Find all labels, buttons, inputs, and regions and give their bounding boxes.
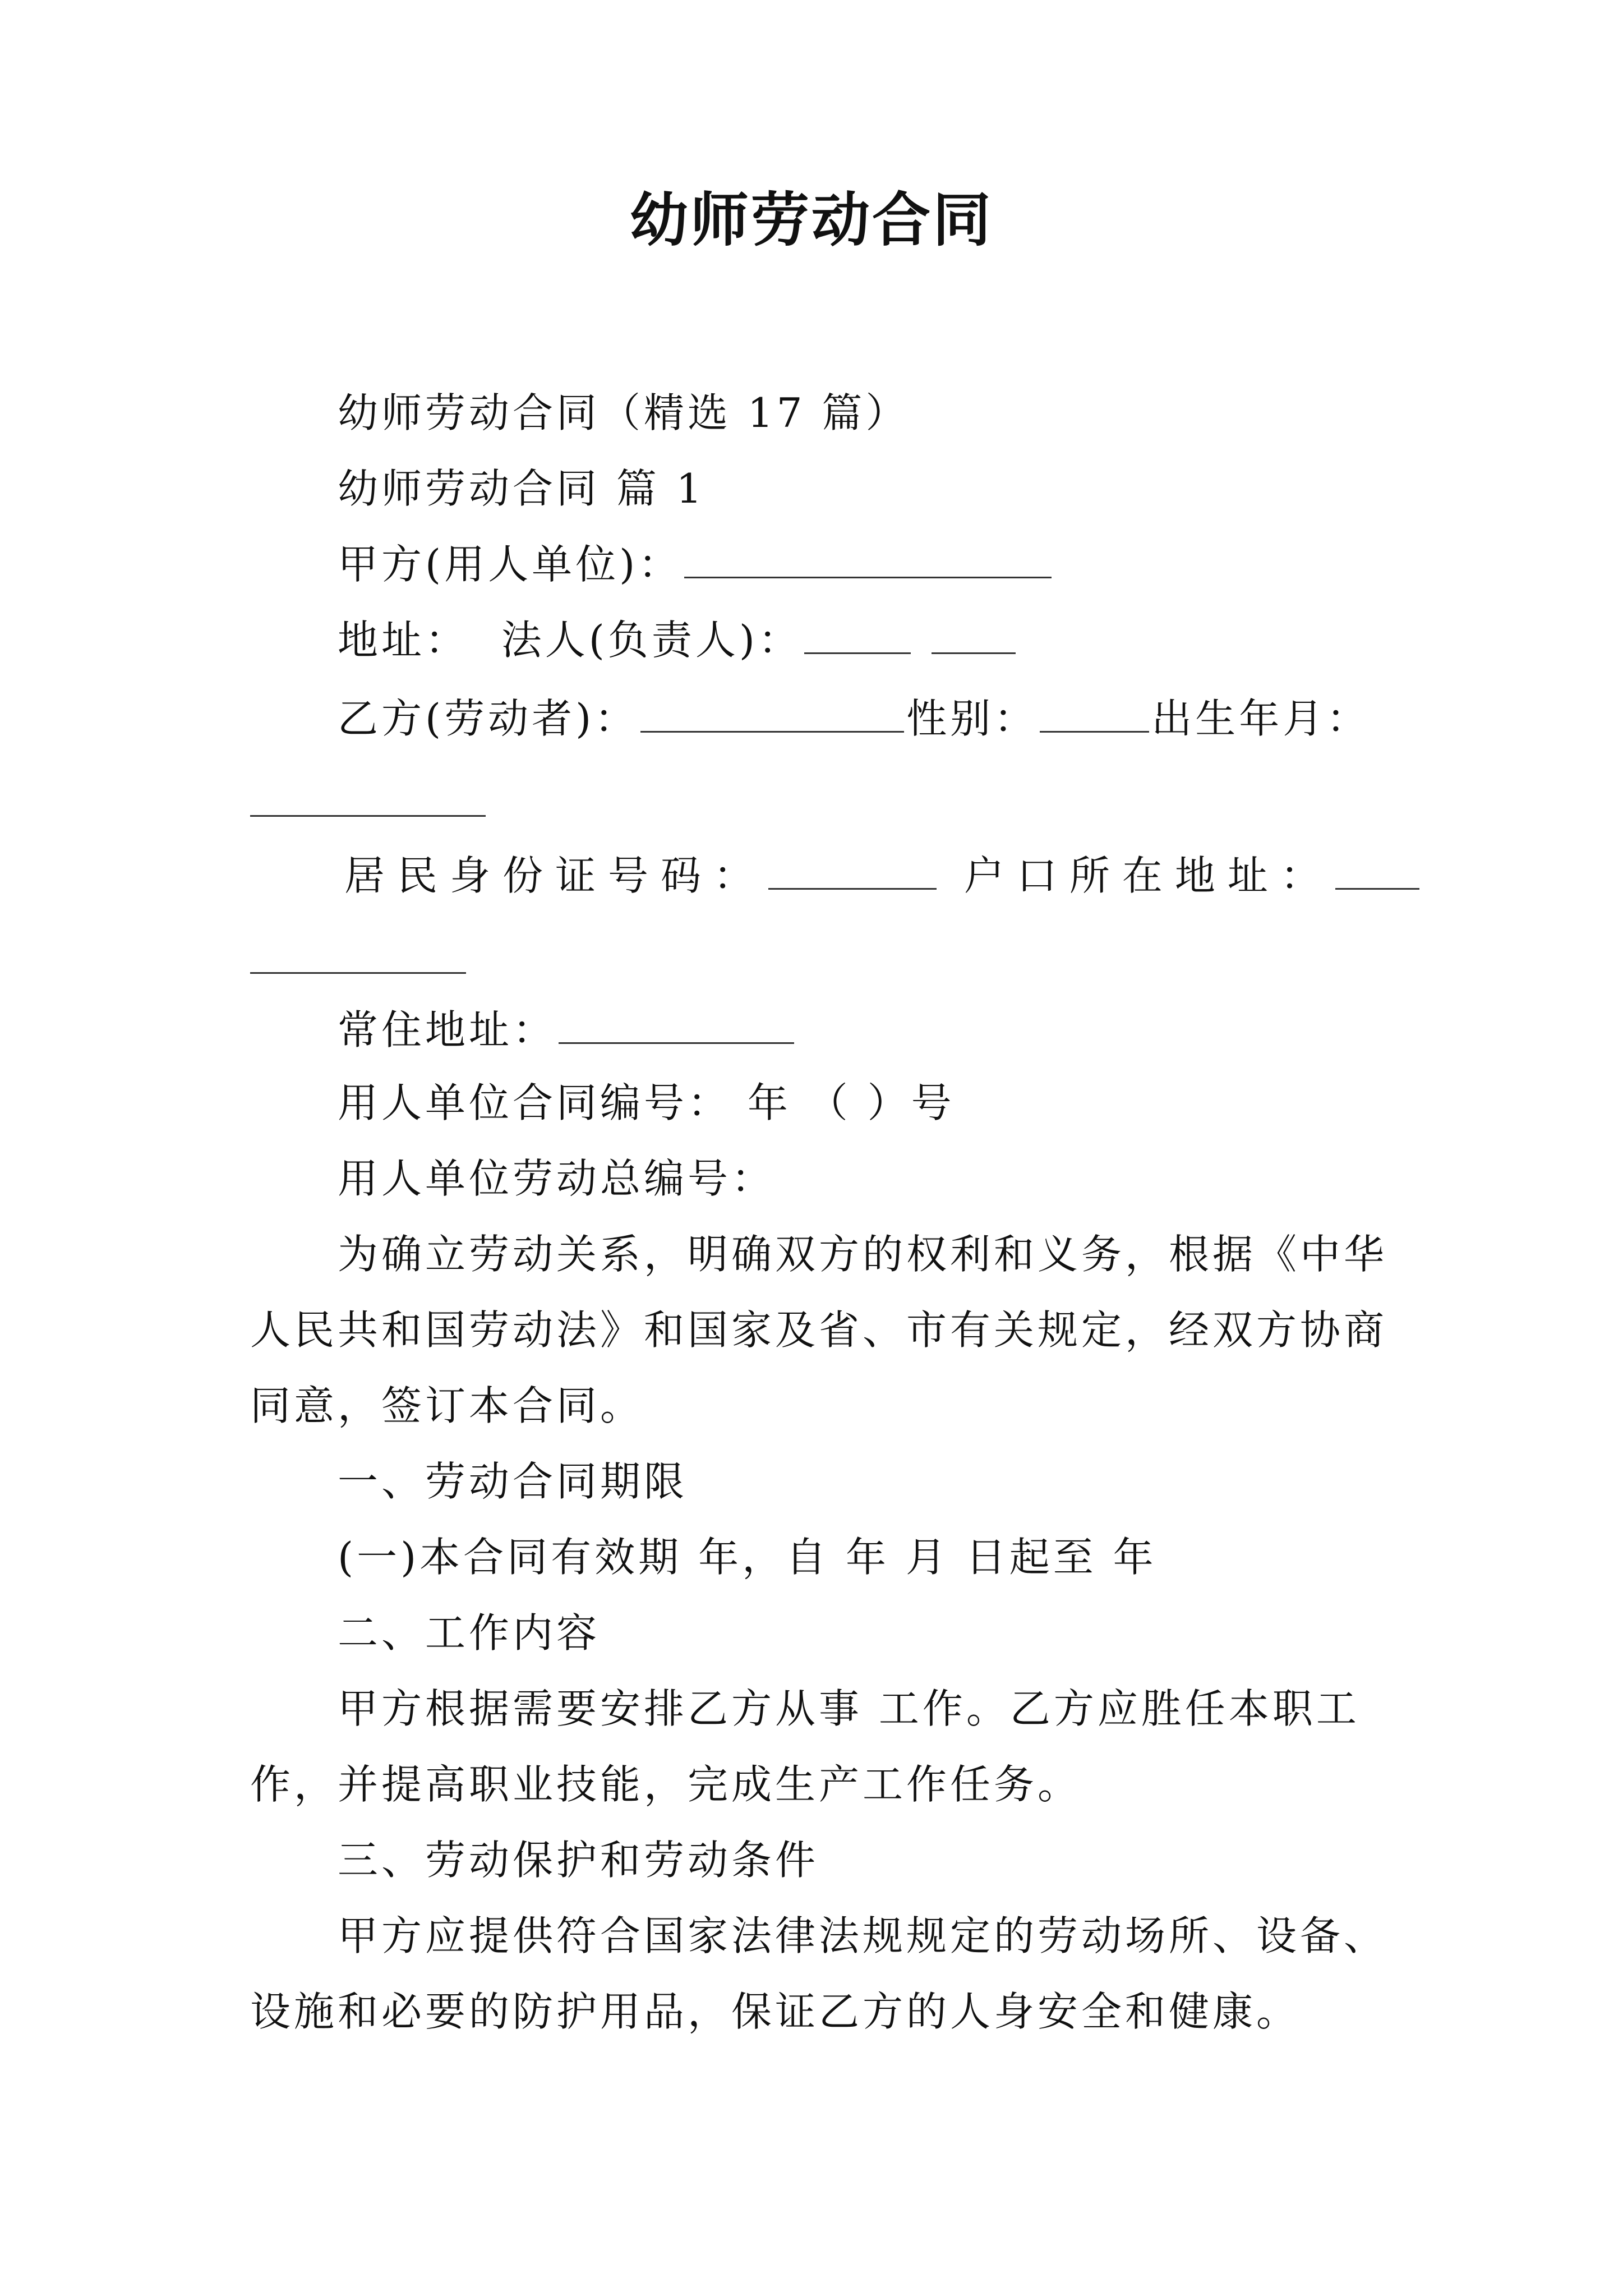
household-blank-2 bbox=[250, 972, 466, 974]
birth-blank bbox=[250, 815, 486, 817]
legal-person-label: 法人(负责人)： bbox=[501, 616, 802, 664]
party-a-label: 甲方(用人单位)： bbox=[338, 541, 683, 588]
id-row bbox=[344, 852, 1422, 899]
id-label: 居民身份证号码： bbox=[344, 852, 767, 899]
residence-row bbox=[338, 1006, 796, 1053]
labor-no-row bbox=[338, 1155, 776, 1202]
residence-blank bbox=[559, 1042, 794, 1044]
sec2-line-1: 甲方根据需要安排乙方从事 工作。乙方应胜任本职工 bbox=[338, 1685, 1360, 1732]
address-label: 地址： bbox=[338, 616, 469, 664]
document-title: 幼师劳动合同 bbox=[629, 185, 993, 254]
sec3-line-2: 设施和必要的防护用品，保证乙方的人身安全和健康。 bbox=[250, 1988, 1301, 2035]
birth-blank-row bbox=[250, 783, 488, 823]
sec1-item1: (一)本合同有效期 年，自 年 月 日起至 年 bbox=[338, 1534, 1157, 1581]
sec3-line-1: 甲方应提供符合国家法律法规规定的劳动场所、设备、 bbox=[338, 1912, 1388, 1959]
party-b-blank bbox=[640, 731, 904, 733]
contract-no-row bbox=[338, 1079, 955, 1126]
gender-label: 性别： bbox=[906, 695, 1038, 742]
party-b-row bbox=[338, 695, 1371, 742]
birth-label: 出生年月： bbox=[1151, 695, 1371, 742]
intro-line-1: 为确立劳动关系，明确双方的权利和义务，根据《中华 bbox=[338, 1231, 1388, 1278]
sec2-heading: 二、工作内容 bbox=[338, 1609, 601, 1657]
party-a-row bbox=[338, 541, 1054, 588]
party-b-label: 乙方(劳动者)： bbox=[338, 695, 639, 742]
residence-label: 常住地址： bbox=[338, 1006, 557, 1053]
sec3-heading: 三、劳动保护和劳动条件 bbox=[338, 1837, 819, 1884]
contract-no-format: 年 （ ）号 bbox=[747, 1079, 955, 1126]
intro-line-2: 人民共和国劳动法》和国家及省、市有关规定，经双方协商 bbox=[250, 1306, 1388, 1354]
household-label: 户口所在地址： bbox=[963, 852, 1333, 899]
household-blank-row bbox=[250, 940, 468, 980]
section-heading: 幼师劳动合同 篇 1 bbox=[338, 465, 706, 512]
intro-line-3: 同意，签订本合同。 bbox=[250, 1382, 644, 1429]
id-blank bbox=[768, 888, 937, 890]
legal-person-blank-2 bbox=[932, 652, 1016, 654]
legal-person-blank-1 bbox=[804, 652, 911, 654]
contract-no-label: 用人单位合同编号： bbox=[338, 1079, 732, 1126]
gender-blank bbox=[1040, 731, 1149, 733]
document-subtitle: 幼师劳动合同（精选 17 篇） bbox=[338, 389, 910, 436]
party-a-blank bbox=[684, 577, 1052, 578]
address-row bbox=[338, 616, 1018, 664]
labor-no-label: 用人单位劳动总编号： bbox=[338, 1155, 776, 1202]
sec2-line-2: 作，并提高职业技能，完成生产工作任务。 bbox=[250, 1761, 1082, 1808]
household-blank-1 bbox=[1335, 888, 1419, 890]
sec1-heading: 一、劳动合同期限 bbox=[338, 1458, 688, 1505]
